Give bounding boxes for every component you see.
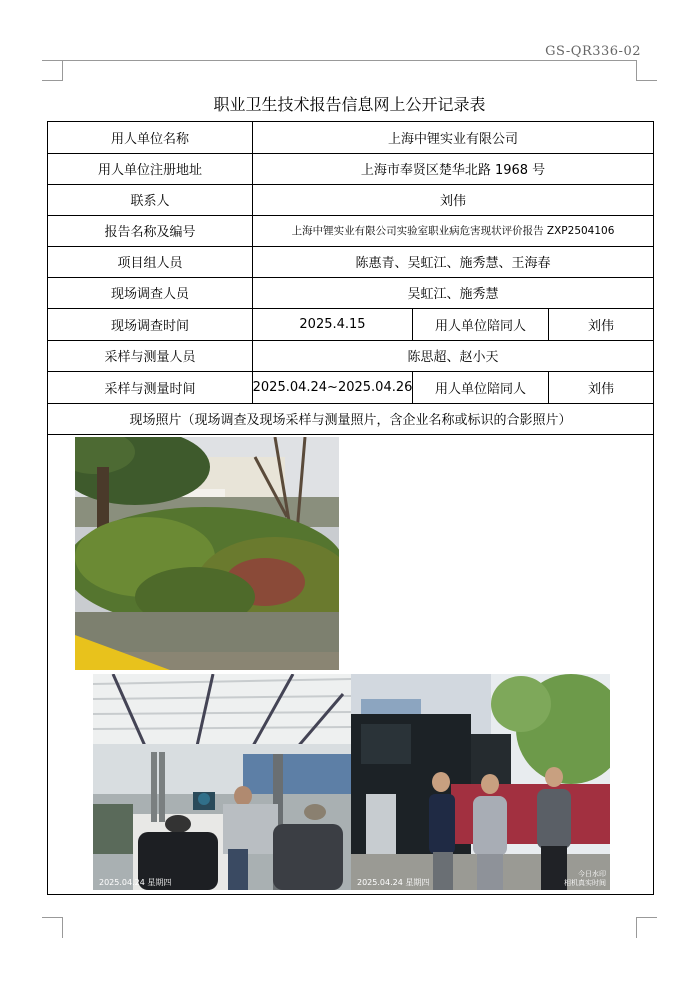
photos-header: 现场照片（现场调查及现场采样与测量照片，含企业名称或标识的合影照片） (129, 413, 572, 428)
corner-mark-top-right (636, 60, 657, 81)
value-survey-accompany: 刘伟 (587, 318, 614, 334)
corner-mark-bottom-right (636, 917, 657, 938)
sampling-photo (93, 674, 351, 890)
watermark-logo (564, 870, 606, 888)
label-survey-time: 现场调查时间 (110, 318, 189, 334)
label-sampling-accompany: 用人单位陪同人 (434, 381, 526, 397)
value-sampling-accompany: 刘伟 (587, 381, 614, 397)
value-contact: 刘伟 (439, 194, 466, 209)
value-registered-address: 上海市奉贤区楚华北路 1968 号 (360, 163, 546, 178)
site-photo-garden (75, 437, 339, 670)
value-survey-time: 2025.4.15 (299, 316, 366, 332)
value-sampling-staff: 陈思超、赵小天 (407, 350, 499, 365)
label-sampling-time: 采样与测量时间 (104, 381, 196, 397)
garden-scene (75, 437, 339, 670)
watermark-subtitle: 相机真实时间 (564, 879, 606, 887)
label-report-name: 报告名称及编号 (104, 225, 196, 240)
corner-mark-top-left (42, 60, 63, 81)
label-survey-accompany: 用人单位陪同人 (434, 318, 526, 334)
label-employer-name: 用人单位名称 (110, 132, 189, 147)
header-rule (42, 60, 637, 61)
group-scene (351, 674, 610, 890)
value-sampling-time: 2025.04.24~2025.04.26 (252, 379, 413, 395)
group-photo (351, 674, 610, 890)
sampling-scene (93, 674, 351, 890)
value-employer-name: 上海中锂实业有限公司 (387, 132, 518, 147)
label-survey-staff: 现场调查人员 (110, 287, 189, 302)
value-report-name: 上海中锂实业有限公司实验室职业病危害现状评价报告 ZXP2504106 (291, 225, 615, 237)
label-registered-address: 用人单位注册地址 (97, 163, 202, 178)
label-project-team: 项目组人员 (117, 256, 183, 271)
group-photo-timestamp: 2025.04.24 星期四 (357, 878, 430, 887)
record-form (47, 121, 654, 895)
value-survey-staff: 吴虹江、施秀慧 (407, 287, 499, 302)
label-sampling-staff: 采样与测量人员 (104, 350, 196, 365)
label-contact: 联系人 (130, 194, 170, 209)
value-project-team: 陈惠青、吴虹江、施秀慧、王海春 (355, 256, 551, 271)
sampling-photo-timestamp: 2025.04.24 星期四 (99, 878, 172, 887)
page-title: 职业卫生技术报告信息网上公开记录表 (213, 95, 486, 114)
document-code: GS-QR336-02 (545, 44, 641, 59)
corner-mark-bottom-left (42, 917, 63, 938)
watermark-brand: 今日水印 (578, 870, 606, 878)
